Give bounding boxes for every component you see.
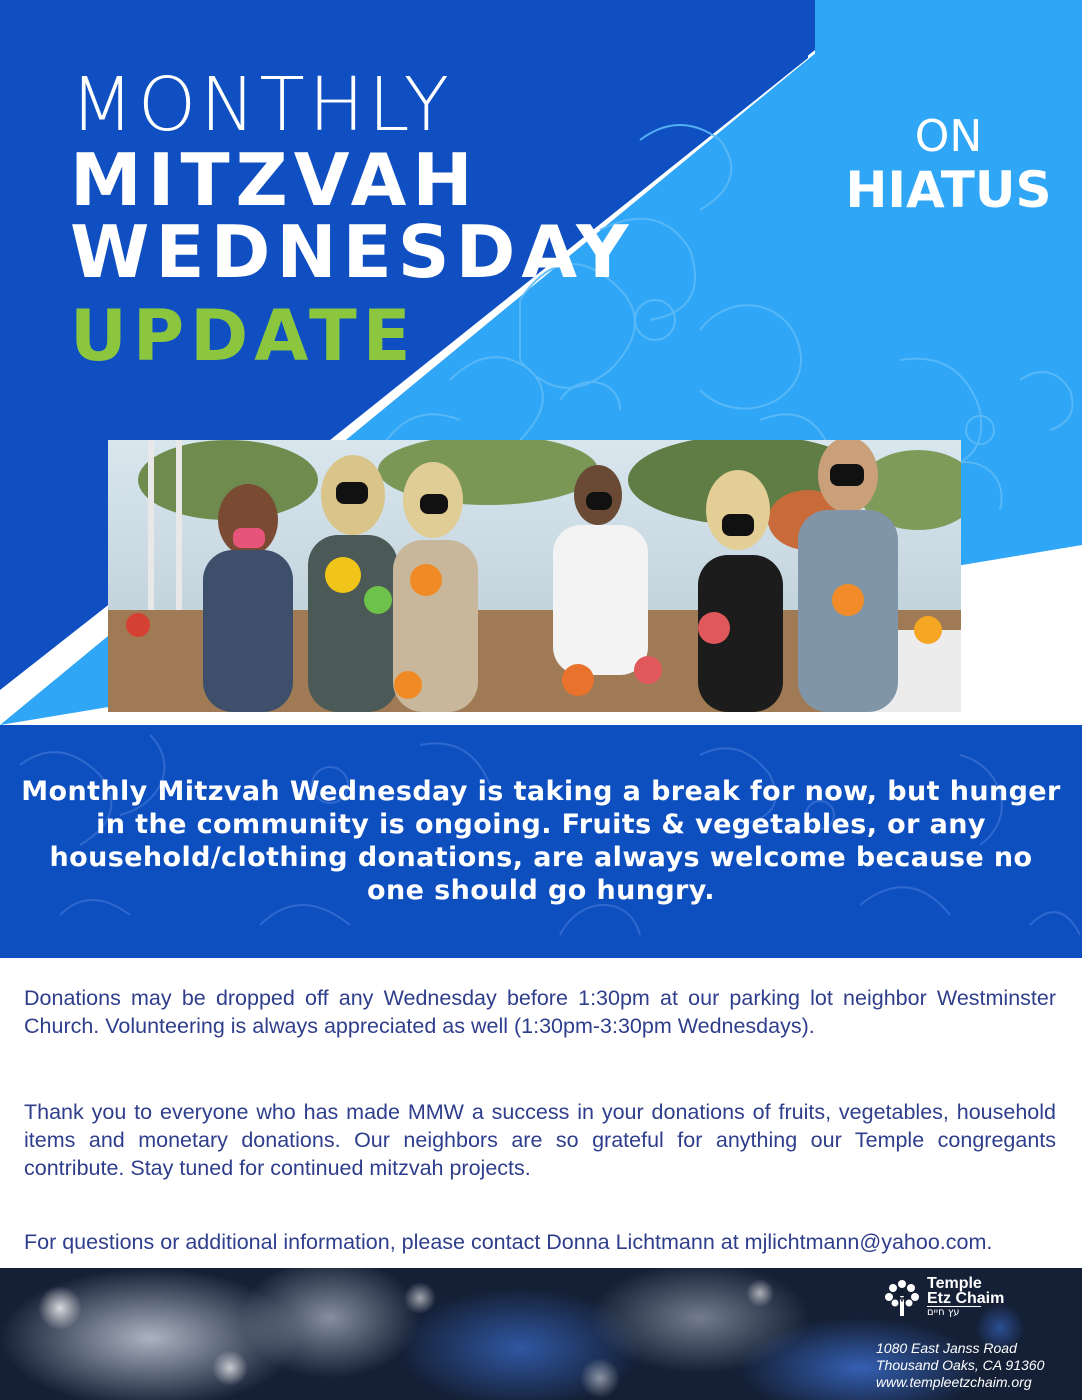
hiatus-badge-hiatus: HIATUS [845,161,1052,219]
temple-logo [883,1276,1004,1318]
thank-you-paragraph: Thank you to everyone who has made MMW a success in your donations of fruits, vegetables, household items and monetary donations. Our neighbors are so grateful for anything our Temple congregants contribute. Stay tuned for continued mitzvah projects. [24,1100,1056,1180]
logo-temple: Temple [927,1275,982,1292]
address-city: Thousand Oaks, CA 91360 [876,1357,1045,1373]
volunteer-photo [108,440,961,712]
flyer-title [70,62,635,377]
donations-paragraph: Donations may be dropped off any Wednesday before 1:30pm at our parking lot neighbor Westminster Church. Volunteering is always appreciated as well (1:30pm-3:30pm Wednesdays). [24,986,1056,1038]
contact-paragraph: For questions or additional information, please contact Donna Lichtmann at mjlichtmann@yahoo.com. [24,1230,993,1254]
title-update: UPDATE [70,295,417,377]
footer [0,1268,1082,1400]
message-band [0,725,1082,958]
address-street: 1080 East Janss Road [876,1340,1017,1356]
hiatus-badge [815,0,1082,340]
temple-address [876,1340,1044,1391]
title-wednesday: WEDNESDAY [70,210,635,294]
logo-hebrew: עץ חיים [927,1306,981,1318]
tree-of-life-icon [883,1276,921,1318]
temple-website-link[interactable]: www.templeetzchaim.org [876,1374,1032,1390]
message-text: Monthly Mitzvah Wednesday is taking a break for now, but hunger in the community is ongoing. Fruits & vegetables, or any household/clothing donations, are always welcome because no one should go hungry. [21,776,1061,906]
hiatus-badge-on: ON [914,111,983,162]
title-monthly: MONTHLY [70,62,453,148]
logo-etz-chaim: Etz Chaim [927,1290,1005,1307]
title-mitzvah: MITZVAH [70,138,479,222]
